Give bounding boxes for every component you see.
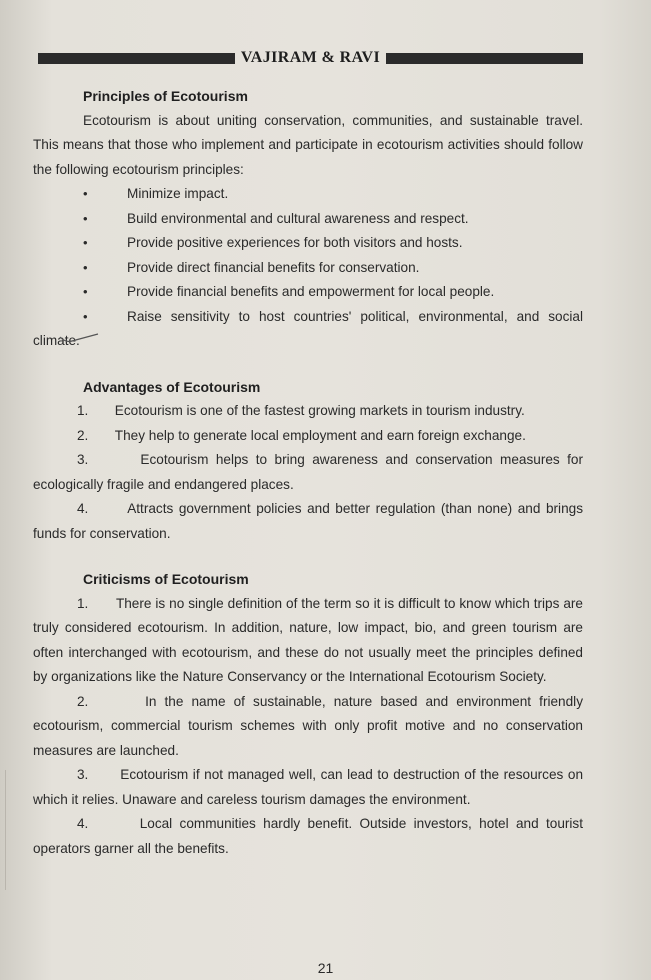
section-heading-criticisms: Criticisms of Ecotourism — [83, 571, 249, 587]
item-number: 1. — [77, 595, 89, 611]
item-number: 4. — [77, 816, 89, 831]
criticism-item — [33, 690, 583, 764]
advantage-item — [33, 448, 583, 497]
item-text: Attracts government policies and better regulation (than none) and brings funds for conservation. — [33, 501, 583, 541]
item-text: There is no single definition of the term so it is difficult to know which trips are truly considered ecotourism. In addition, nature, low impact, bio, and green tourism are often interchanged with ecotourism, and these do not usually meet the principles defined by organizations like the Nature Conservancy or the International Ecotourism Society. — [33, 595, 583, 684]
criticism-item — [33, 592, 583, 690]
item-number: 2. — [77, 693, 89, 709]
item-number: 3. — [77, 452, 89, 467]
advantage-item — [33, 399, 583, 424]
item-number: 1. — [77, 403, 89, 418]
item-text: Ecotourism is one of the fastest growing markets in tourism industry. — [114, 403, 525, 418]
header-title: VAJIRAM & RAVI — [240, 49, 381, 66]
principle-item: • Provide direct financial benefits for conservation. — [33, 256, 583, 281]
advantage-item — [33, 424, 583, 449]
principles-intro: Ecotourism is about uniting conservation, communities, and sustainable travel. This means that those who implement and participate in ecotourism activities should follow the following ecotourism principles: — [33, 112, 583, 177]
item-text: Ecotourism helps to bring awareness and conservation measures for ecologically fragile and endangered places. — [33, 452, 583, 492]
principle-item: • Provide positive experiences for both visitors and hosts. — [33, 231, 583, 256]
criticism-item — [33, 763, 583, 812]
page-number: 21 — [317, 960, 334, 976]
section-heading-principles: Principles of Ecotourism — [83, 88, 248, 104]
principle-item: • Build environmental and cultural awareness and respect. — [33, 207, 583, 232]
spacer — [33, 546, 583, 567]
section-heading-advantages: Advantages of Ecotourism — [83, 378, 261, 395]
item-text: They help to generate local employment and earn foreign exchange. — [114, 427, 526, 443]
item-number: 2. — [77, 427, 89, 443]
item-text: Local communities hardly benefit. Outside investors, hotel and tourist operators garner all the benefits. — [33, 816, 583, 856]
item-text: Ecotourism if not managed well, can lead to destruction of the resources on which it relies. Unaware and careless tourism damages the environment. — [33, 767, 583, 807]
principle-item: • Raise sensitivity to host countries' political, environmental, and social climate. — [33, 305, 583, 354]
header-rule-right — [386, 53, 583, 64]
item-text: In the name of sustainable, nature based and environment friendly ecotourism, commercial tourism schemes with only profit motive and no conservation measures are launched. — [33, 693, 583, 758]
page-content — [33, 84, 583, 861]
advantage-item — [33, 497, 583, 546]
header-rule-left — [38, 53, 235, 64]
principle-item: • Minimize impact. — [33, 182, 583, 207]
criticism-item — [33, 812, 583, 861]
item-number: 3. — [77, 767, 89, 782]
page-header — [38, 48, 583, 68]
item-number: 4. — [77, 501, 89, 516]
binding-shadow — [5, 770, 6, 890]
handwritten-check-mark-icon — [58, 331, 108, 345]
principle-item: • Provide financial benefits and empowerment for local people. — [33, 280, 583, 305]
spacer — [33, 354, 583, 375]
principles-list — [33, 182, 583, 354]
